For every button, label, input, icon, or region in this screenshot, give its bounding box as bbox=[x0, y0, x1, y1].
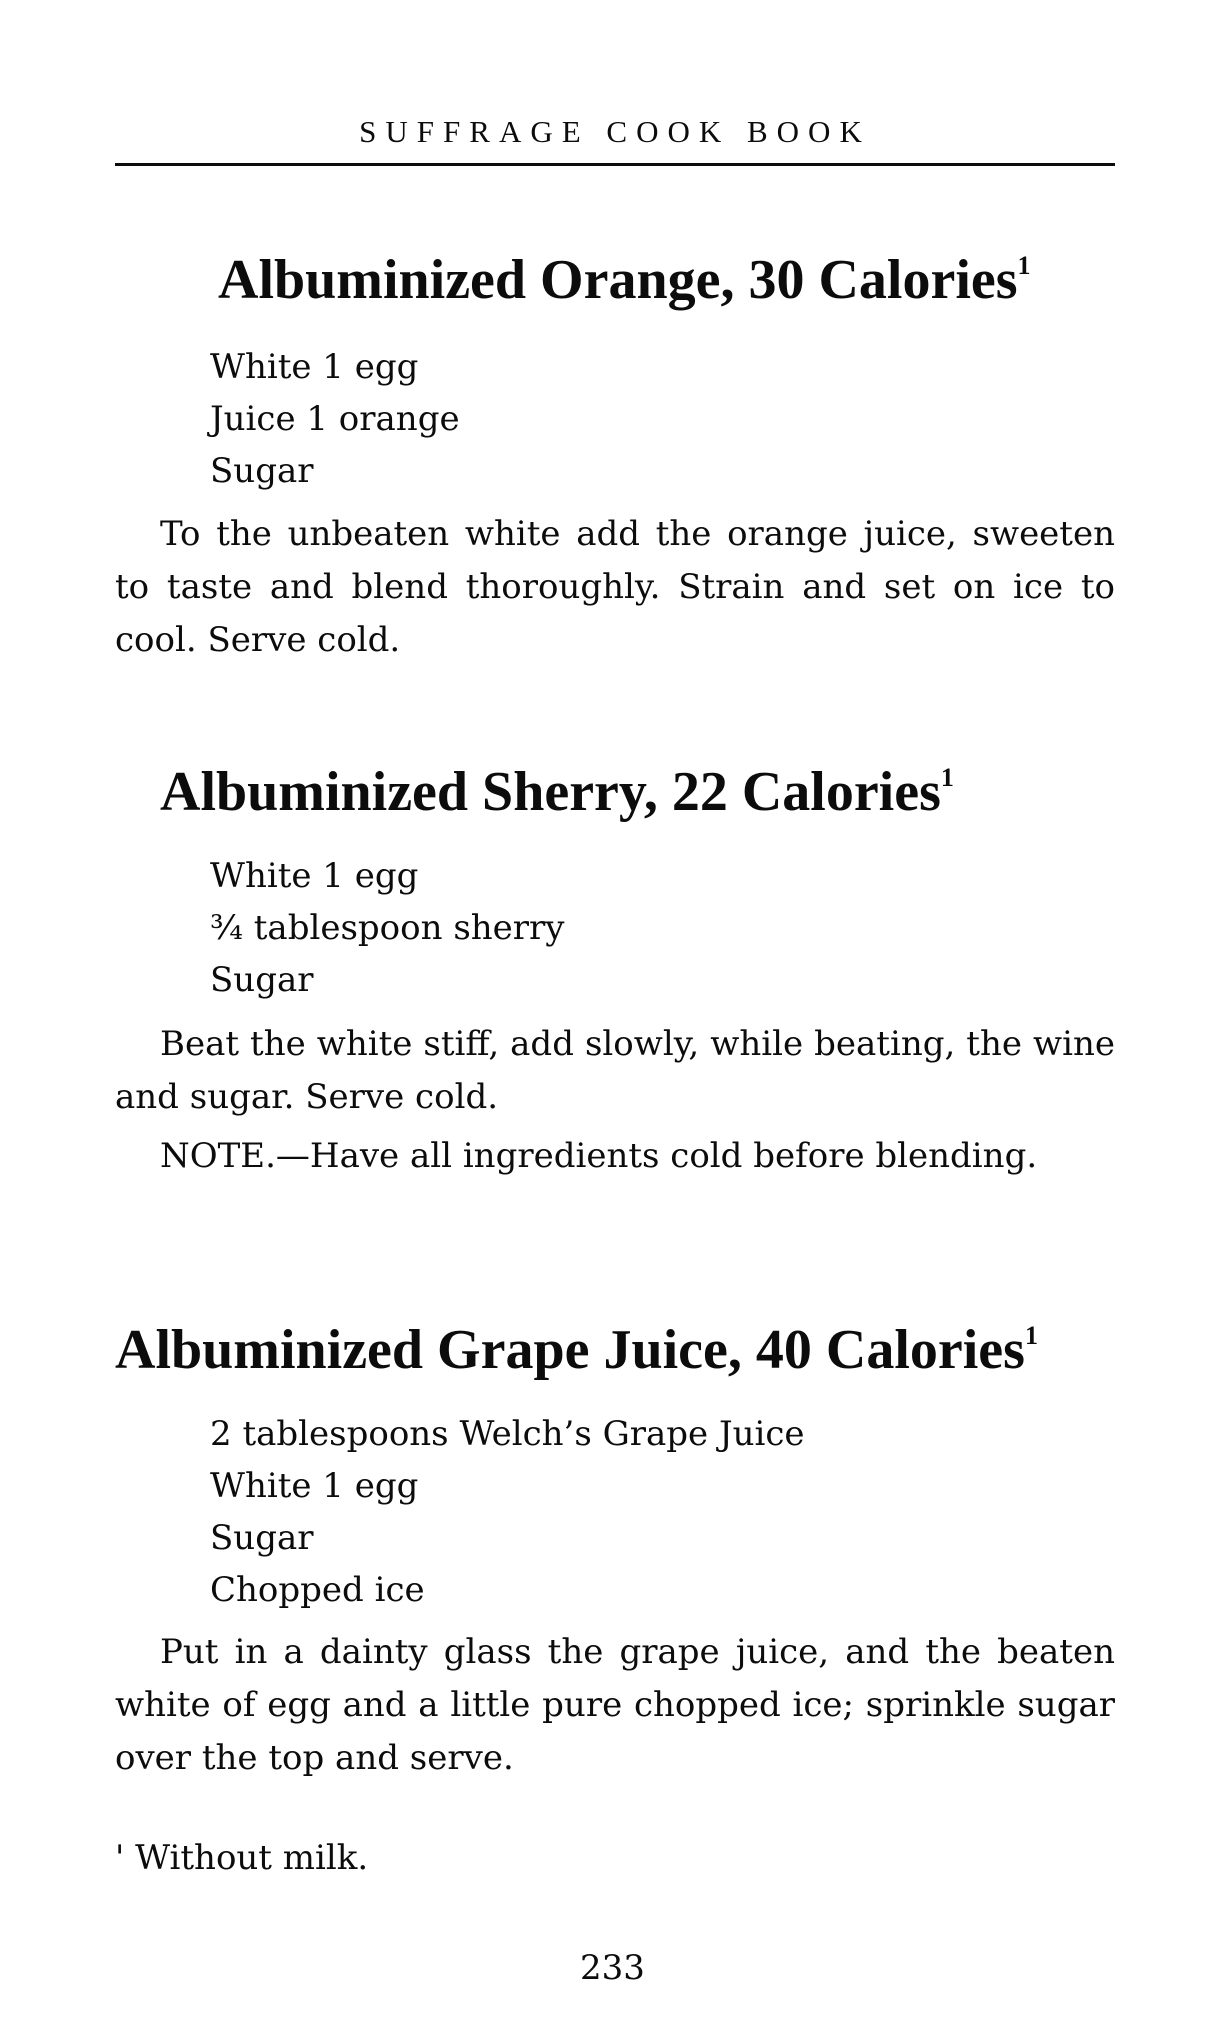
header-rule bbox=[115, 163, 1115, 166]
footnote-mark: 1 bbox=[1017, 251, 1031, 280]
ingredient-item: White 1 egg bbox=[210, 1466, 419, 1506]
recipe-note-sherry: NOTE.—Have all ingredients cold before blending. bbox=[160, 1136, 1038, 1176]
recipe-directions-sherry: Beat the white stiff, add slowly, while beating, the wine and sugar. Serve cold. bbox=[115, 1024, 1115, 1117]
recipe-title-grape-juice bbox=[115, 1317, 1038, 1383]
recipe-title-orange bbox=[218, 247, 1031, 313]
ingredient-item: Juice 1 orange bbox=[210, 399, 460, 439]
ingredient-item: Sugar bbox=[210, 1518, 314, 1558]
ingredient-item: White 1 egg bbox=[210, 347, 419, 387]
ingredient-list-grape-juice bbox=[210, 1408, 805, 1616]
ingredient-list-sherry bbox=[210, 850, 565, 1006]
recipe-directions-orange: To the unbeaten white add the orange juice, sweeten to taste and blend thoroughly. Strain and set on ice to cool. Serve cold. bbox=[115, 514, 1115, 660]
ingredient-item: White 1 egg bbox=[210, 856, 419, 896]
ingredient-item: Chopped ice bbox=[210, 1570, 425, 1610]
page-number: 233 bbox=[580, 1948, 645, 1988]
running-head: SUFFRAGE COOK BOOK bbox=[359, 114, 871, 149]
footnote: ' Without milk. bbox=[115, 1838, 369, 1878]
footnote-mark: 1 bbox=[1024, 1321, 1038, 1350]
ingredient-item: Sugar bbox=[210, 960, 314, 1000]
recipe-title-sherry bbox=[160, 759, 954, 825]
recipe-title-text: Albuminized Orange, 30 Calories bbox=[218, 249, 1018, 311]
ingredient-item: ¾ tablespoon sherry bbox=[210, 908, 565, 948]
footnote-mark: 1 bbox=[940, 763, 954, 792]
ingredient-item: Sugar bbox=[210, 451, 314, 491]
ingredient-list-orange bbox=[210, 341, 460, 497]
recipe-title-text: Albuminized Grape Juice, 40 Calories bbox=[115, 1319, 1025, 1381]
ingredient-item: 2 tablespoons Welch’s Grape Juice bbox=[210, 1414, 805, 1454]
recipe-title-text: Albuminized Sherry, 22 Calories bbox=[160, 761, 941, 823]
recipe-directions-grape-juice: Put in a dainty glass the grape juice, and the beaten white of egg and a little pure chopped ice; sprinkle sugar over the top and serve. bbox=[115, 1632, 1115, 1778]
